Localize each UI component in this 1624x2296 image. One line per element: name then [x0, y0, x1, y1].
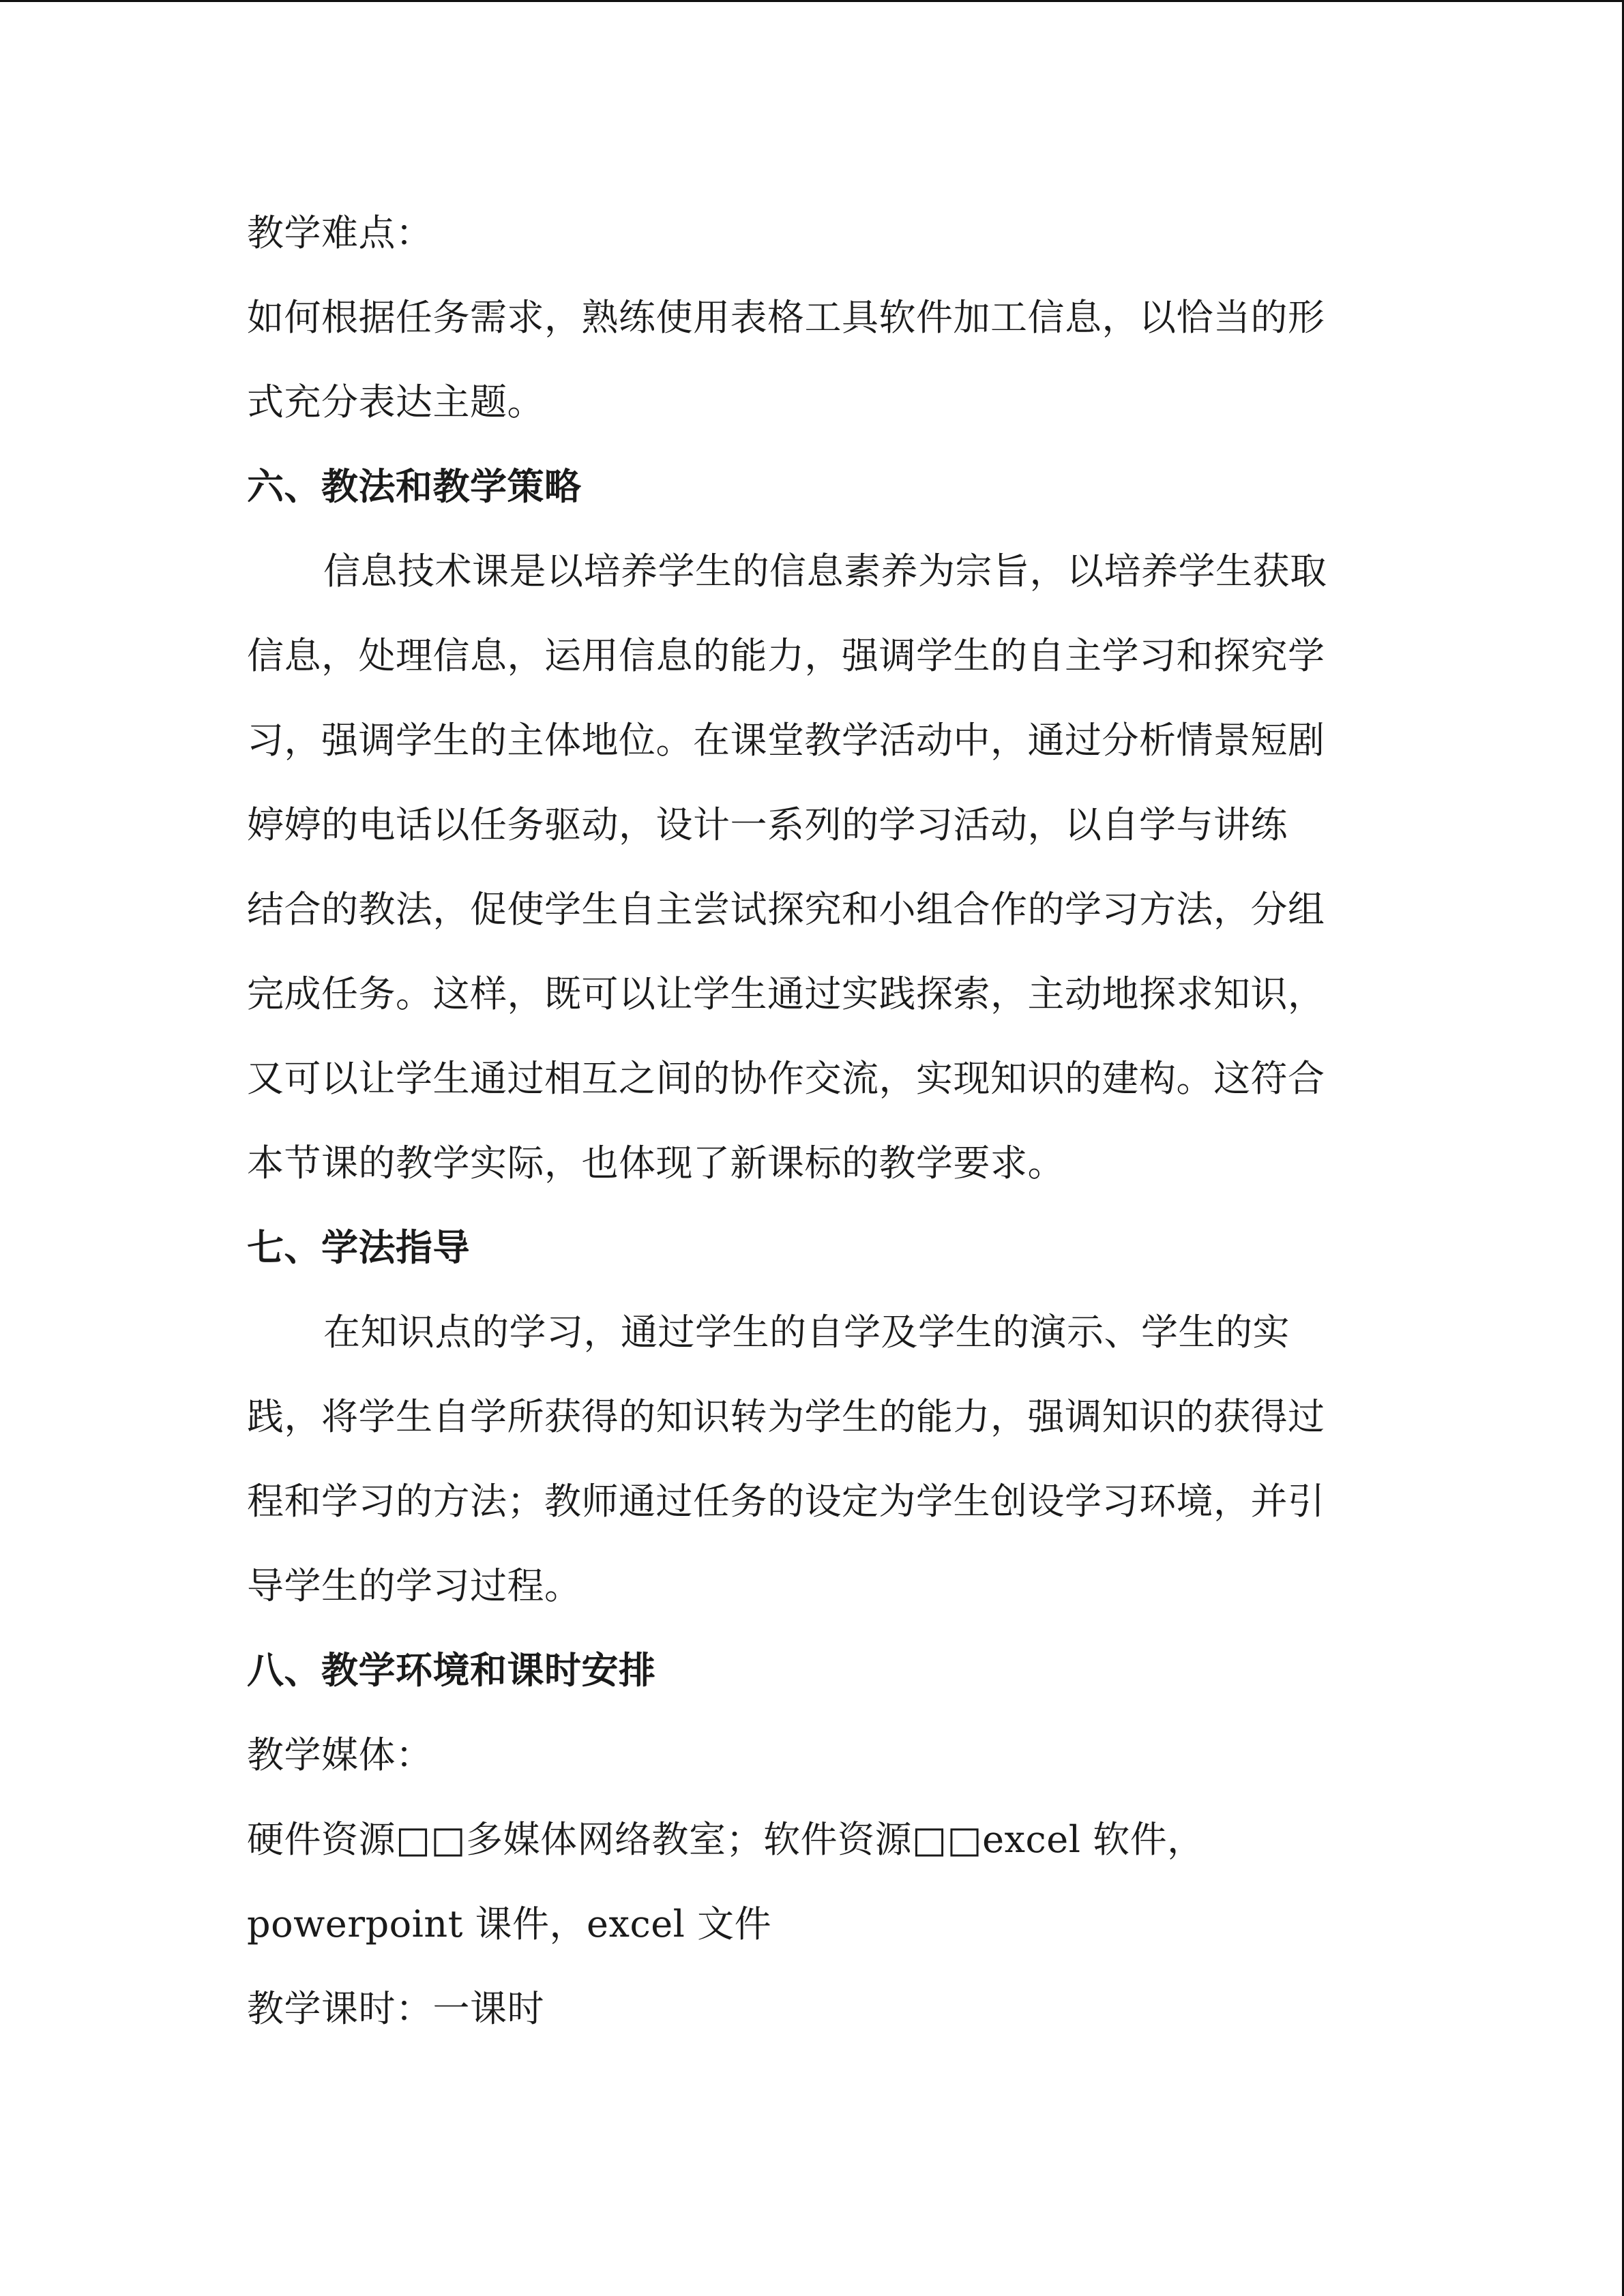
label-teaching-difficulty: 教学难点：	[247, 211, 433, 254]
paragraph-line: 导学生的学习过程。	[247, 1564, 582, 1607]
section-heading-learning-guidance: 七、学法指导	[247, 1226, 470, 1269]
paragraph-line: 又可以让学生通过相互之间的协作交流，实现知识的建构。这符合	[247, 1057, 1325, 1100]
paragraph-line: 本节课的教学实际，也体现了新课标的教学要求。	[247, 1142, 1065, 1184]
section-heading-teaching-method: 六、教法和教学策略	[247, 465, 582, 508]
section-heading-environment-schedule: 八、教学环境和课时安排	[247, 1649, 656, 1692]
paragraph-line: 婷婷的电话以任务驱动，设计一系列的学习活动，以自学与讲练	[247, 803, 1288, 846]
label-class-hours: 教学课时：一课时	[247, 1987, 544, 2030]
paragraph-line: 践，将学生自学所获得的知识转为学生的能力，强调知识的获得过	[247, 1395, 1325, 1438]
paragraph-line: 习，强调学生的主体地位。在课堂教学活动中，通过分析情景短剧	[247, 719, 1325, 762]
paragraph-line: powerpoint 课件，excel 文件	[247, 1903, 772, 1945]
paragraph-line: 硬件资源□□多媒体网络教室；软件资源□□excel 软件，	[247, 1818, 1205, 1861]
paragraph-line: 如何根据任务需求，熟练使用表格工具软件加工信息，以恰当的形	[247, 296, 1325, 339]
paragraph-line: 信息技术课是以培养学生的信息素养为宗旨，以培养学生获取	[323, 550, 1327, 593]
paragraph-line: 程和学习的方法；教师通过任务的设定为学生创设学习环境，并引	[247, 1480, 1325, 1523]
paragraph-line: 式充分表达主题。	[247, 381, 544, 423]
document-body	[247, 191, 1365, 2051]
label-teaching-media: 教学媒体：	[247, 1733, 433, 1776]
paragraph-line: 完成任务。这样，既可以让学生通过实践探索，主动地探求知识，	[247, 972, 1325, 1015]
paragraph-line: 结合的教法，促使学生自主尝试探究和小组合作的学习方法，分组	[247, 888, 1325, 931]
paragraph-line: 信息，处理信息，运用信息的能力，强调学生的自主学习和探究学	[247, 634, 1325, 677]
paragraph-line: 在知识点的学习，通过学生的自学及学生的演示、学生的实	[323, 1311, 1290, 1354]
